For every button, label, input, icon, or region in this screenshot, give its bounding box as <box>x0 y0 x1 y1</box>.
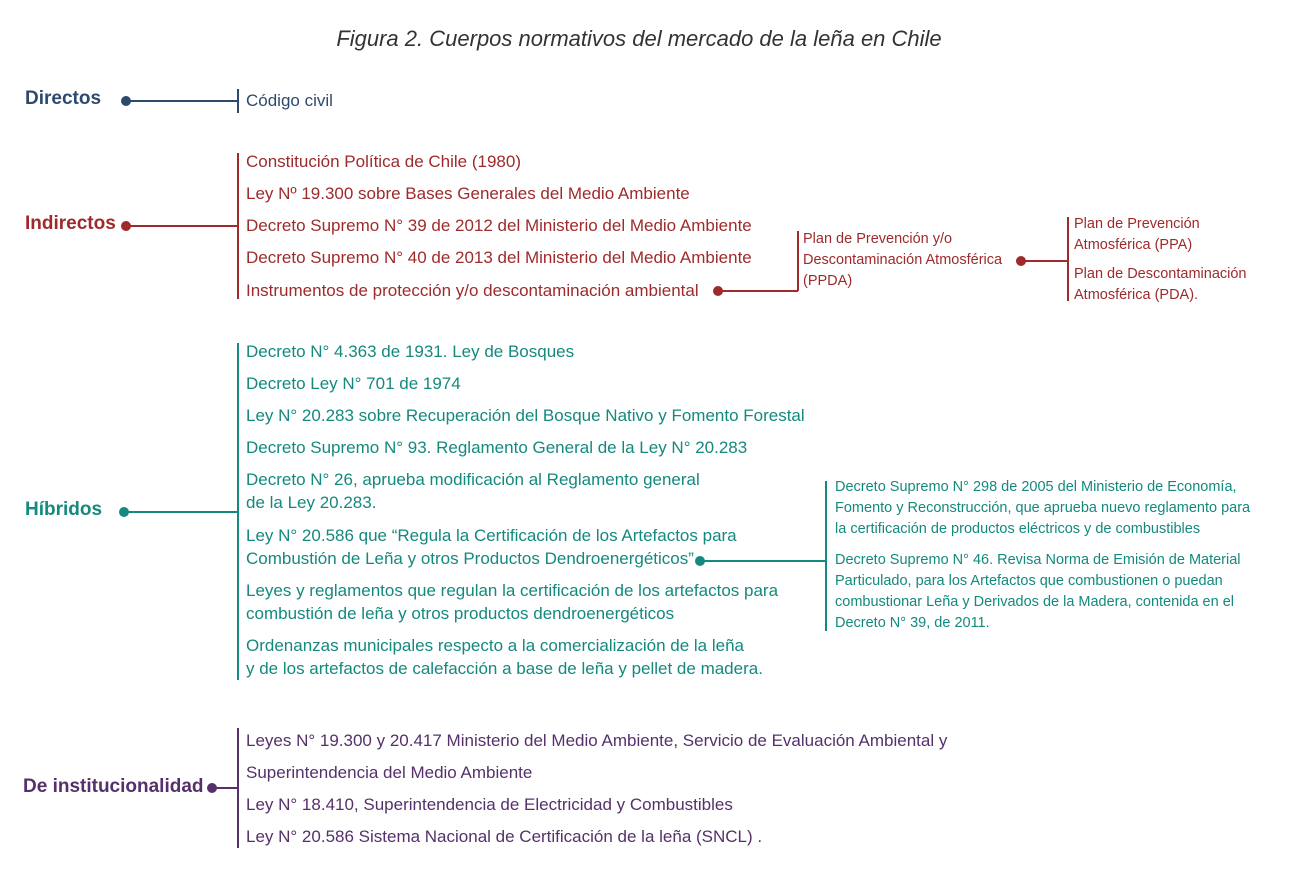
pda-label-line: Plan de Descontaminación <box>1074 266 1247 282</box>
list-item-line: de la Ley 20.283. <box>246 493 377 512</box>
ppa-label-line: Plan de Prevención <box>1074 216 1200 232</box>
list-item: Superintendencia del Medio Ambiente <box>246 763 533 782</box>
list-item <box>246 340 574 363</box>
list-item-line: Leyes y reglamentos que regulan la certificación de los artefactos para <box>246 581 779 600</box>
list-item: Ley Nº 19.300 sobre Bases Generales del Medio Ambiente <box>246 184 690 203</box>
figure-title <box>0 26 1278 52</box>
list-item-line: y de los artefactos de calefacción a base de leña y pellet de madera. <box>246 659 763 678</box>
connector-line <box>718 290 798 292</box>
list-item-line: Decreto Supremo N° 93. Reglamento General de la Ley N° 20.283 <box>246 438 748 457</box>
decree-46 <box>835 550 1241 634</box>
list-item-line: combustión de leña y otros productos dendroenergéticos <box>246 604 675 623</box>
decree-46-line: Particulado, para los Artefactos que combustionen o puedan <box>835 573 1223 589</box>
category-hibridos-label: Híbridos <box>25 499 103 520</box>
list-item: Constitución Política de Chile (1980) <box>246 152 521 171</box>
list-item <box>246 468 700 514</box>
list-item <box>246 436 747 459</box>
connector-line <box>126 225 238 227</box>
ppda-label-line: Plan de Prevención y/o <box>803 231 953 247</box>
connector-line <box>1021 260 1069 262</box>
bracket-line <box>237 89 239 113</box>
bracket-line <box>797 231 799 291</box>
ppa-label <box>1074 214 1200 256</box>
decree-298-line: Decreto Supremo N° 298 de 2005 del Ministerio de Economía, <box>835 479 1237 495</box>
list-item-line: Ordenanzas municipales respecto a la comercialización de la leña <box>246 636 744 655</box>
category-directos-label: Directos <box>25 88 102 109</box>
list-item-line: Combustión de Leña y otros Productos Dendroenergéticos” <box>246 549 694 568</box>
bracket-line <box>237 728 239 848</box>
list-item-line: Ley N° 20.283 sobre Recuperación del Bosque Nativo y Fomento Forestal <box>246 406 805 425</box>
list-item-line: Ley N° 20.586 que “Regula la Certificación de los Artefactos para <box>246 526 737 545</box>
pda-label <box>1074 264 1247 306</box>
connector-line <box>126 100 238 102</box>
connector-line <box>700 560 827 562</box>
bracket-line <box>825 481 827 631</box>
list-item <box>246 372 461 395</box>
list-item: Leyes N° 19.300 y 20.417 Ministerio del Medio Ambiente, Servicio de Evaluación Ambiental y <box>246 731 948 750</box>
bracket-line <box>237 343 239 680</box>
list-item: Ley N° 18.410, Superintendencia de Electricidad y Combustibles <box>246 795 733 814</box>
figure-title-prefix: Figura 2. <box>336 26 424 51</box>
pda-label-line: Atmosférica (PDA). <box>1074 287 1199 303</box>
list-item: Código civil <box>246 91 333 110</box>
connector-line <box>212 787 238 789</box>
figure-title-text: Cuerpos normativos del mercado de la leña en Chile <box>429 26 942 51</box>
category-institucionalidad-label: De institucionalidad <box>23 776 204 797</box>
decree-46-line: combustionar Leña y Derivados de la Madera, contenida en el <box>835 594 1234 610</box>
decree-46-line: Decreto Supremo N° 46. Revisa Norma de Emisión de Material <box>835 552 1241 568</box>
category-indirectos-label: Indirectos <box>25 213 116 234</box>
list-item: Ley N° 20.586 Sistema Nacional de Certificación de la leña (SNCL) . <box>246 827 763 846</box>
list-item <box>246 579 778 625</box>
list-item <box>246 634 763 680</box>
list-item <box>246 524 737 570</box>
connector-line <box>124 511 238 513</box>
ppda-label-line: (PPDA) <box>803 273 853 289</box>
decree-298-line: la certificación de productos eléctricos y de combustibles <box>835 521 1201 537</box>
ppda-label-line: Descontaminación Atmosférica <box>803 252 1003 268</box>
ppda-label <box>803 229 1002 292</box>
bracket-line <box>237 153 239 299</box>
bracket-line <box>1067 217 1069 301</box>
ppa-label-line: Atmosférica (PPA) <box>1074 237 1193 253</box>
decree-298-line: Fomento y Reconstrucción, que aprueba nuevo reglamento para <box>835 500 1251 516</box>
decree-46-line: Decreto N° 39, de 2011. <box>835 615 990 631</box>
list-item <box>246 404 805 427</box>
list-item-line: Decreto N° 26, aprueba modificación al Reglamento general <box>246 470 700 489</box>
list-item: Decreto Supremo N° 39 de 2012 del Ministerio del Medio Ambiente <box>246 216 752 235</box>
decree-298 <box>835 477 1250 540</box>
list-item: Instrumentos de protección y/o descontaminación ambiental <box>246 281 699 300</box>
list-item-line: Decreto N° 4.363 de 1931. Ley de Bosques <box>246 342 575 361</box>
list-item-line: Decreto Ley N° 701 de 1974 <box>246 374 461 393</box>
list-item: Decreto Supremo N° 40 de 2013 del Ministerio del Medio Ambiente <box>246 248 752 267</box>
